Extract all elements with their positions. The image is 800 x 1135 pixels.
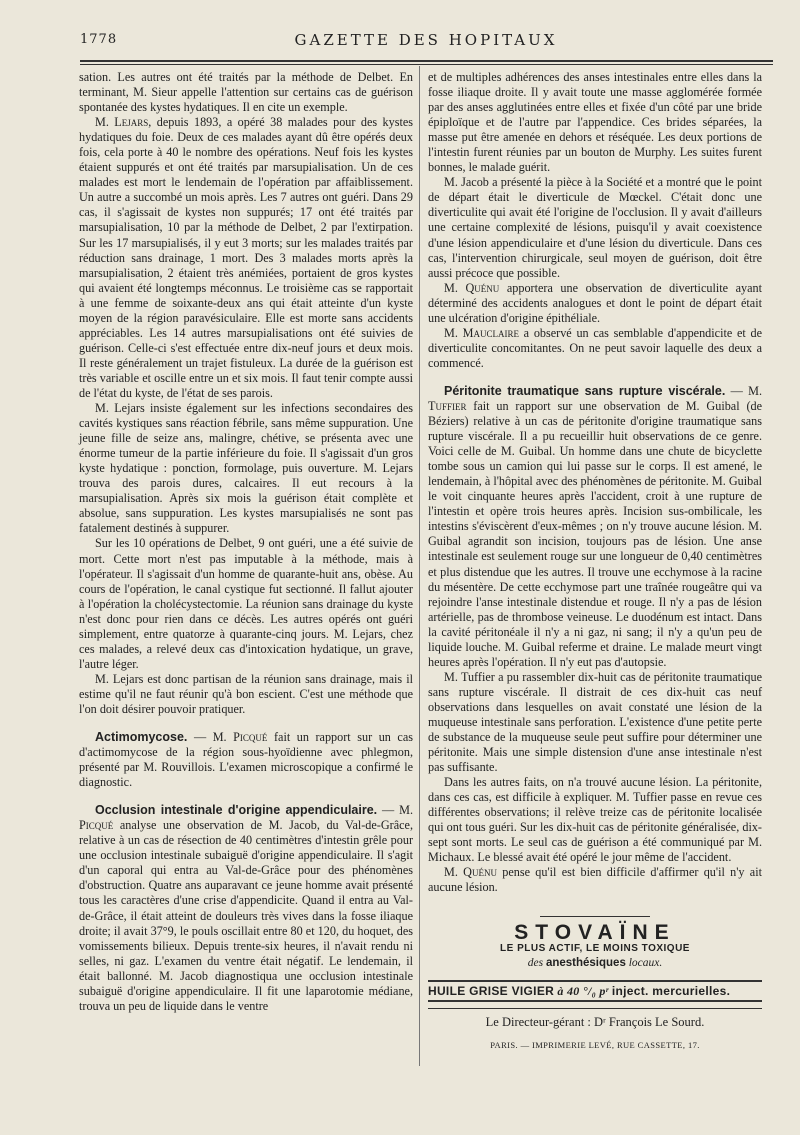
journal-title: GAZETTE DES HOPITAUX [294,31,558,49]
speaker-name: M. Quénu [444,280,500,295]
advert-tagline: LE PLUS ACTIF, LE MOINS TOXIQUE [500,942,690,954]
section-peritonite: Péritonite traumatique sans rupture viscérale. — M. Tuffier fait un rapport sur une observation de M. Guibal (de Béziers) relative à un cas de péritonite d'origine traumatique sans rupture viscérale. Il a pu recueillir huit observations de ce genre. Voici celle de M. Guibal. Un homme dans une chute de bicyclette tombe sous un camion qui lui passe sur le corps. Il est amené, le lendemain, à l'hôpital avec des phénomènes de péritonite. M. Guibal le voit cinquante heures après l'accident, croit à une rupture de l'intestin et opère trois heures après. Incision sus-ombilicale, les intestins s'éviscèrent d'eux-mêmes ; on n'y trouve aucune lésion. M. Guibal agrandit son incision, toujours pas de lésion. Une anse intestinale est seulement rouge sur une longueur de 0,40 centimètres et plus distendue que les autres. Il trouve une ecchymose à la racine du mésentère. De cette ecchymose part une traînée rougeâtre qui va rejoindre l'anse intestinale distendue et rouge. Il n'y a pas de lésion artérielle, pas de thrombose veineuse. Le duodénum est intact. Dans la cavité péritonéale il n'y a ni gaz, ni sang; il n'y a qu'un peu de liquide louche. M. Guibal referme et draine. Le malade meurt vingt heures après l'opération. Il n'y eut pas d'autopsie. [428,383,762,669]
section-heading: Actimomycose. [95,730,188,745]
column-divider [419,66,420,1066]
section-heading: Péritonite traumatique sans rupture viscérale. [444,383,726,398]
paragraph: Sur les 10 opérations de Delbet, 9 ont guéri, une a été suivie de mort. Cette mort n'est pas imputable à la méthode, mais à l'opérateur. Il s'agissait d'un homme de quarante-huit ans, obèse. Au cours de l'opération, le canal cystique fut sectionné. Il fallut ajouter à l'opération la cholécystectomie. La réunion sans drainage du kyste n'est donc pour rien dans ce décès. Les autres opérés ont guéri simplement, entre quatorze à quarante-cinq jours. M. Lejars, chez ces malades, a relevé deux cas d'intoxication hydatique, un grave, l'autre léger. [79,536,413,671]
speaker-name: M. Picqué [212,730,268,745]
paragraph: M. Tuffier a pu rassembler dix-huit cas de péritonite traumatique sans rupture viscérale. Il distrait de ces dix-huit cas neuf observations dans lesquelles on avait constaté une lésion de la muqueuse intestinale sans perforation. L'existence d'une petite perte de substance de la muqueuse seule peut suffire pour déterminer une péritonite. Mais une simple distension d'une anse intestinale n'est pas suffisante. [428,669,762,775]
paragraph: sation. Les autres ont été traités par la méthode de Delbet. En terminant, M. Sieur appelle l'attention sur certains cas de guérison spontanée des kystes hydatiques. Il en cite un exemple. [79,70,413,115]
advert-subline: des anesthésiques locaux. [527,956,663,969]
speaker-name: M. Quénu [444,865,497,880]
paragraph: M. Lejars, depuis 1893, a opéré 38 malades pour des kystes hydatiques du foie. Deux de ces malades ayant dû être opérés deux fois, cela porte à 40 le nombre des opérations. Neuf fois les kystes étaient suppurés et ont été traités par marsupialisation. Un de ces malades est mort le lendemain de l'opération par affaiblissement. Un autre a succombé un mois après. Les 7 autres ont guéri. Dans 29 cas, il s'agissait de kystes non suppurés; 17 ont été traités par marsupialisation, 10 par la méthode de Delbet, 2 par l'extirpation. Sur les 17 marsupialisés, il y eut 3 morts; sur les malades traités par réduction sans drainage, 1 mort. Des 3 malades morts après la marsupialisation, 2 étaient très anémiées, portaient de gros kystes qui avaient été longtemps méconnus. Le troisième cas se rapportait à une femme de soixante-deux ans qui était atteinte d'un kyste moyen de la région paravésiculaire. Elle est morte sans accidents appréciables. Les 14 autres marsupialisations ont été suivies de guérison. Celle-ci s'est effectuée entre dix-neuf jours et deux mois. Il reste généralement un trajet fistuleux. La durée de la guérison est très variable et oscille entre un et six mois. Il faut tenir compte aussi de l'état du kyste, de l'état de ses parois. [79,115,413,400]
paragraph: M. Mauclaire a observé un cas semblable d'appendicite et de diverticulite concomitantes. On ne peut savoir laquelle des deux a commencé. [428,325,763,370]
paragraph: Dans les autres faits, on n'a trouvé aucune lésion. La péritonite, dans ces cas, est difficile à expliquer. M. Tuffier passe en revue ces différentes observations; il relève treize cas de péritonite localisée qui ont tous guéri. Sur les dix-huit cas de péritonite généralisée, dix-sept sont morts. Le seul cas de guérison a été communiqué par M. Michaux. Le blessé avait été opéré le jour même de l'accident. [428,775,762,865]
paragraph: M. Quénu apportera une observation de diverticulite ayant déterminé des accidents analogues et dont le point de départ était une ulcération d'origine épithéliale. [428,280,762,325]
section-actinomycose: Actimomycose. — M. Picqué fait un rapport sur un cas d'actimomycose de la région sous-hyoïdienne avec phlegmon, présenté par M. Rouvillois. L'examen microscopique a confirmé le diagnostic. [79,730,413,790]
right-column [428,70,762,1053]
advert-usage: inject. mercurielles. [611,983,731,998]
huile-grise-advert [428,980,762,1002]
advert-brand: STOVAÏNE [514,920,676,944]
paragraph: M. Quénu pense qu'il est bien difficile d'affirmer qu'il n'y ait aucune lésion. [428,865,762,895]
page-header [76,28,776,52]
speaker-name: M. Picqué [79,803,413,833]
director-signature: Le Directeur-gérant : Dʳ François Le Sourd. [428,1008,762,1030]
advert-dosage: à 40 °/₀ pʳ [557,983,609,998]
paragraph: M. Lejars insiste également sur les infections secondaires des cavités kystiques sans réaction fébrile, sans même suppuration. Une jeune fille de seize ans, malingre, chétive, se présenta avec une énorme tumeur de la partie inférieure du foie. Il s'agissait d'un gros kyste hydatique : ponction, formolage, puis ouverture. M. Lejars trouva des parois dures, calcaires. Il eut recours à la marsupialisation. Après six mois la guérison était complète et absolue, sans suppuration. Les kystes marsupialisés ne sont pas fatalement destinés à suppurer. [79,401,413,536]
page-number: 1778 [80,32,118,47]
stovaine-advert [428,916,762,971]
section-occlusion: Occlusion intestinale d'origine appendiculaire. — M. Picqué analyse une observation de M. Jacob, du Val-de-Grâce, relative à un cas de résection de 40 centimètres d'intestin grêle pour une occlusion intestinale subaiguë d'origine appendiculaire. Il s'agit d'un caporal qui entra au Val-de-Grâce pour des phénomènes d'obstruction. Quatre ans auparavant ce jeune homme avait présenté tous les caractères d'une crise d'appendicite. Quand il entra au Val-de-Grâce, il était atteint de douleurs très vives dans la fosse iliaque droite; il avait 37°9, le pouls oscillait entre 80 et 120, du hoquet, des vomissements bilieux. Depuis trente-six heures, il n'avait rendu ni selles, ni gaz. L'examen du ventre était négatif. Le lendemain, il était ballonné. M. Jacob diagnostiqua une occlusion intestinale subaiguë d'origine appendiculaire. Il fit une laparotomie médiane, trouva un peu de liquide dans le ventre [79,803,413,1013]
speaker-name: M. Lejars [95,115,149,130]
section-heading: Occlusion intestinale d'origine appendiculaire. [95,803,378,818]
paragraph: M. Jacob a présenté la pièce à la Société et a montré que le point de départ était le diverticule de Mœckel. C'était donc une diverticulite qui avait été l'origine de l'occlusion. Il y avait d'ailleurs une certaine complexité de lésions, puisqu'il y avait coexistence d'une lésion appendiculaire et d'une lésion du diverticule. Dans ces cas, l'intervention chirurgicale, seul moyen de guérison, doit être aussi précoce que possible. [428,175,762,280]
speaker-name: M. Tuffier [428,383,762,413]
left-column [79,70,413,1014]
printer-line: PARIS. — IMPRIMERIE LEVÉ, RUE CASSETTE, 17. [490,1039,700,1050]
advert-product: HUILE GRISE VIGIER [428,983,555,998]
paragraph: et de multiples adhérences des anses intestinales entre elles dans la fosse iliaque droite. Il y avait toute une masse agglomérée formée par des anses agglutinées entre elles et fixée d'un côté par une bride épiploïque et de l'autre par l'appendice. Ces brides séparées, la masse put être amenée en dehors et réséquée. Les deux portions de l'intestin furent réunies par un bouton de Murphy. Les suites furent bonnes, le malade guérit. [428,70,762,175]
paragraph: M. Lejars est donc partisan de la réunion sans drainage, mais il estime qu'il ne faut réunir qu'à bon escient. C'est une méthode que l'on doit désirer pouvoir pratiquer. [79,671,413,716]
advert-separator [540,916,650,917]
header-rule [80,60,773,65]
speaker-name: M. Mauclaire [444,325,519,340]
